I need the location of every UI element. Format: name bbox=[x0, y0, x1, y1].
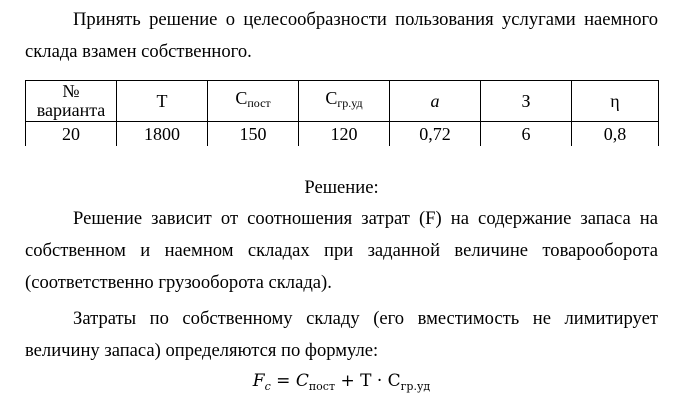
cell-eta: 0,8 bbox=[572, 122, 659, 147]
cell-c-post: 150 bbox=[208, 122, 299, 147]
formula-c1-sub: пост bbox=[308, 380, 336, 393]
formula-lhs-sub: c bbox=[264, 380, 271, 393]
header-c-grud bbox=[299, 81, 390, 122]
header-eta-label: η bbox=[610, 90, 620, 111]
task-line-1: Принять решение о целесообразности пользования услугами наемного bbox=[73, 9, 658, 30]
solution-paragraph-2 bbox=[25, 303, 658, 367]
header-c-post-sub: пост bbox=[247, 96, 271, 110]
cell-t: 1800 bbox=[117, 122, 208, 147]
p1-line-1: Решение зависит от соотношения затрат (F) на содержание запаса на bbox=[73, 208, 658, 229]
header-variant bbox=[26, 81, 117, 122]
header-a-label: a bbox=[430, 90, 440, 111]
header-a bbox=[390, 81, 481, 122]
formula bbox=[25, 366, 658, 402]
p1-line-3: (соответственно грузооборота склада). bbox=[25, 272, 332, 293]
formula-eq: = bbox=[270, 371, 296, 391]
header-variant-word: варианта bbox=[36, 100, 106, 120]
cell-z: 6 bbox=[481, 122, 572, 147]
header-c-grud-main: С bbox=[325, 88, 338, 108]
p2-line-2: величину запаса) определяются по формуле: bbox=[25, 340, 379, 361]
header-c-post bbox=[208, 81, 299, 122]
cell-a: 0,72 bbox=[390, 122, 481, 147]
cell-c-grud: 120 bbox=[299, 122, 390, 147]
task-paragraph bbox=[25, 4, 658, 68]
task-line-2: склада взамен собственного. bbox=[25, 41, 252, 62]
p2-line-1: Затраты по собственному складу (его вместимость не лимитирует bbox=[73, 308, 658, 329]
solution-heading: Решение: bbox=[304, 177, 379, 198]
header-eta bbox=[572, 81, 659, 122]
formula-c1: C bbox=[295, 371, 309, 391]
header-t bbox=[117, 81, 208, 122]
header-c-post-main: С bbox=[235, 88, 248, 108]
header-z bbox=[481, 81, 572, 122]
variant-table bbox=[25, 80, 659, 146]
p1-line-2: собственном и наемном складах при заданной величине товарооборота bbox=[25, 240, 658, 261]
solution-paragraph-1 bbox=[25, 203, 658, 299]
table-header-row bbox=[26, 81, 659, 122]
header-c-grud-sub: гр.уд bbox=[337, 96, 363, 110]
header-z-label: З bbox=[521, 90, 531, 111]
table-row bbox=[26, 122, 659, 147]
header-variant-no: № bbox=[62, 81, 80, 101]
formula-c2-sub: гр.уд bbox=[400, 380, 431, 393]
formula-plus-term: + Т · С bbox=[335, 371, 401, 391]
header-t-label: Т bbox=[156, 90, 168, 111]
formula-lhs: F bbox=[252, 371, 265, 391]
cell-variant: 20 bbox=[26, 122, 117, 147]
